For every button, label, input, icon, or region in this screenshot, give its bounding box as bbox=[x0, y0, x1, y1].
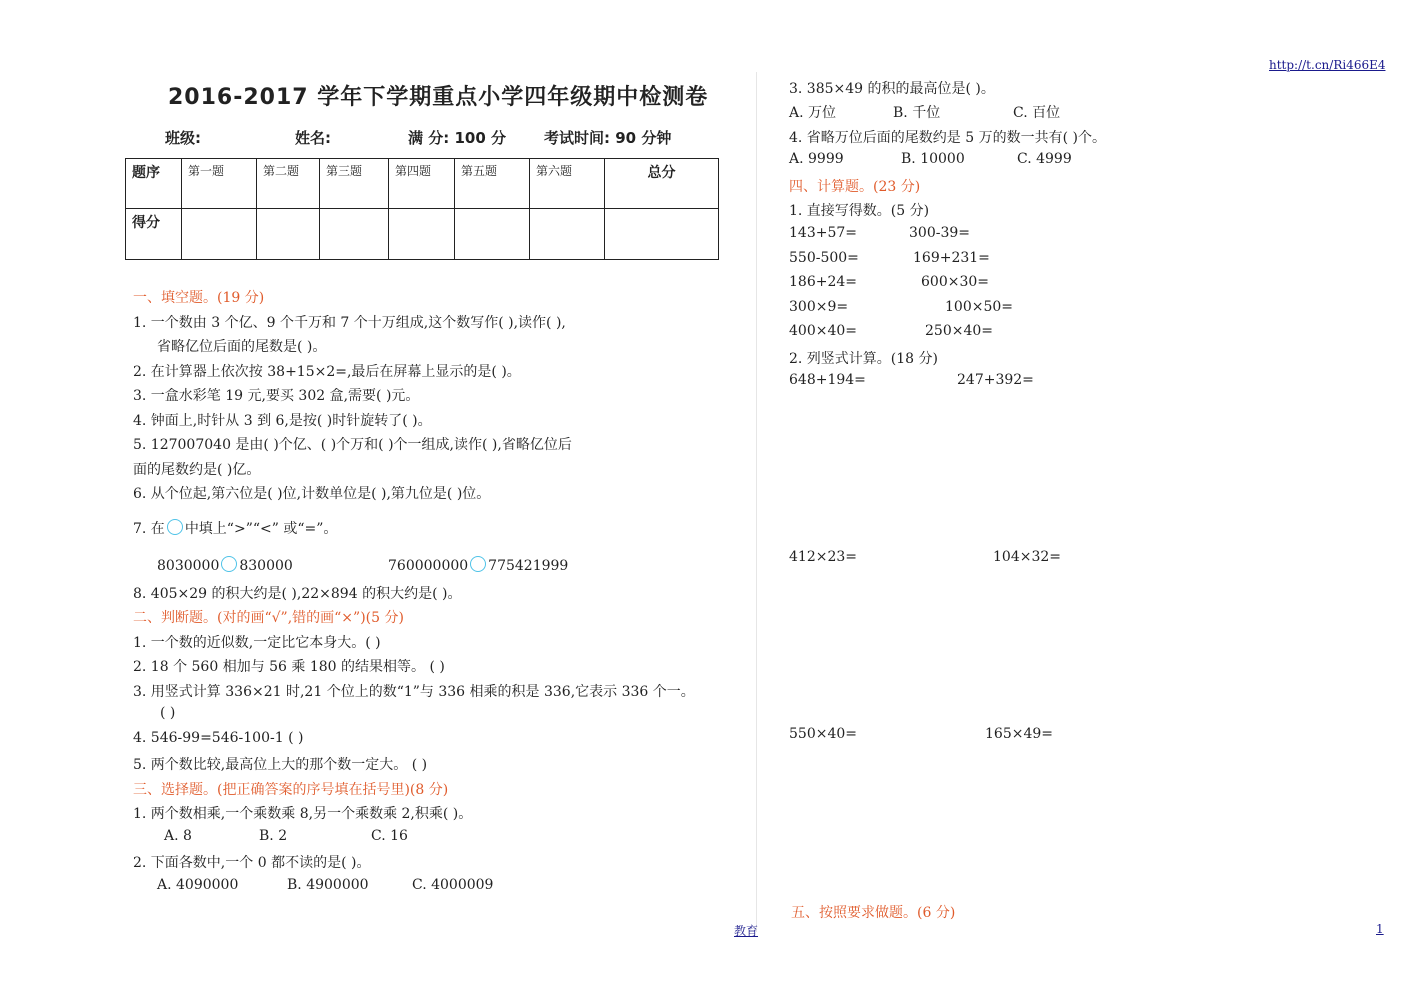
section-true-false-heading: 二、判断题。(对的画“√”,错的画“×”)(5 分) bbox=[133, 610, 404, 626]
question-text: 1. 一个数的近似数,一定比它本身大。( ) bbox=[133, 635, 381, 651]
question-text: 3. 一盒水彩笔 19 元,要买 302 盒,需要( )元。 bbox=[133, 388, 420, 404]
question-text-part: 中填上“>”“<” 或“=”。 bbox=[184, 521, 338, 537]
question-text: 2. 列竖式计算。(18 分) bbox=[789, 351, 938, 367]
question-text: 省略亿位后面的尾数是( )。 bbox=[157, 339, 327, 355]
vertical-calc-item: 247+392= bbox=[957, 372, 1034, 388]
section-choice-heading: 三、选择题。(把正确答案的序号填在括号里)(8 分) bbox=[133, 782, 449, 798]
score-cell bbox=[530, 209, 605, 260]
score-row-label: 得分 bbox=[126, 209, 182, 260]
option: C. 百位 bbox=[1013, 105, 1061, 121]
exam-time-label: 考试时间: 90 分钟 bbox=[544, 129, 672, 147]
question-text: 3. 385×49 的积的最高位是( )。 bbox=[789, 81, 995, 97]
score-table-header: 总分 bbox=[605, 159, 719, 209]
question-text: ( ) bbox=[160, 705, 176, 721]
score-table-header: 第一题 bbox=[182, 159, 257, 209]
score-cell bbox=[455, 209, 530, 260]
question-text: 1. 直接写得数。(5 分) bbox=[789, 203, 930, 219]
question-text: 2. 在计算器上依次按 38+15×2=,最后在屏幕上显示的是( )。 bbox=[133, 364, 521, 380]
full-score-label: 满 分: 100 分 bbox=[408, 129, 506, 147]
score-table-header: 第五题 bbox=[455, 159, 530, 209]
score-table-header: 题序 bbox=[126, 159, 182, 209]
oral-calc-item: 300×9= bbox=[789, 299, 849, 315]
oral-calc-item: 100×50= bbox=[945, 299, 1013, 315]
class-label: 班级: bbox=[165, 129, 201, 147]
oral-calc-item: 300-39= bbox=[909, 225, 970, 241]
circle-icon bbox=[470, 556, 486, 572]
question-text: 1. 两个数相乘,一个乘数乘 8,另一个乘数乘 2,积乘( )。 bbox=[133, 806, 473, 822]
question-text bbox=[133, 518, 337, 538]
oral-calc-item: 143+57= bbox=[789, 225, 857, 241]
question-text: 4. 省略万位后面的尾数约是 5 万的数一共有( )个。 bbox=[789, 130, 1106, 146]
score-cell bbox=[320, 209, 389, 260]
score-table bbox=[125, 158, 719, 260]
score-table-header: 第六题 bbox=[530, 159, 605, 209]
vertical-calc-item: 550×40= bbox=[789, 726, 857, 742]
option: C. 4000009 bbox=[412, 877, 494, 893]
option: B. 10000 bbox=[901, 151, 965, 167]
oral-calc-item: 600×30= bbox=[921, 274, 989, 290]
question-text: 1. 一个数由 3 个亿、9 个千万和 7 个十万组成,这个数写作( ),读作( ), bbox=[133, 315, 566, 331]
vertical-calc-item: 104×32= bbox=[993, 549, 1061, 565]
score-cell bbox=[257, 209, 320, 260]
name-label: 姓名: bbox=[295, 129, 331, 147]
oral-calc-item: 169+231= bbox=[913, 250, 990, 266]
vertical-calc-item: 648+194= bbox=[789, 372, 866, 388]
oral-calc-item: 550-500= bbox=[789, 250, 859, 266]
score-cell bbox=[605, 209, 719, 260]
score-cell bbox=[182, 209, 257, 260]
question-text-part: 7. 在 bbox=[133, 521, 165, 537]
option: B. 千位 bbox=[893, 105, 941, 121]
section-fill-in-heading: 一、填空题。(19 分) bbox=[133, 290, 265, 306]
option: C. 4999 bbox=[1017, 151, 1072, 167]
option: A. 万位 bbox=[789, 105, 837, 121]
score-cell bbox=[389, 209, 455, 260]
column-divider bbox=[756, 72, 757, 932]
oral-calc-item: 186+24= bbox=[789, 274, 857, 290]
page-number[interactable]: 1 bbox=[1376, 922, 1384, 936]
option: B. 2 bbox=[259, 828, 288, 844]
option: A. 9999 bbox=[789, 151, 844, 167]
question-text: 5. 两个数比较,最高位上大的那个数一定大。 ( ) bbox=[133, 757, 428, 773]
option: A. 8 bbox=[164, 828, 192, 844]
compare-item bbox=[388, 556, 568, 574]
circle-icon bbox=[221, 556, 237, 572]
oral-calc-item: 250×40= bbox=[925, 323, 993, 339]
question-text: 2. 18 个 560 相加与 56 乘 180 的结果相等。 ( ) bbox=[133, 659, 445, 675]
vertical-calc-item: 165×49= bbox=[985, 726, 1053, 742]
question-text: 4. 546-99=546-100-1 ( ) bbox=[133, 730, 304, 746]
option: C. 16 bbox=[371, 828, 408, 844]
compare-number: 8030000 bbox=[157, 558, 220, 574]
vertical-calc-item: 412×23= bbox=[789, 549, 857, 565]
section-calculation-heading: 四、计算题。(23 分) bbox=[789, 179, 921, 195]
compare-number: 775421999 bbox=[488, 558, 569, 574]
score-table-header: 第四题 bbox=[389, 159, 455, 209]
question-text: 6. 从个位起,第六位是( )位,计数单位是( ),第九位是( )位。 bbox=[133, 486, 491, 502]
footer-edu-link[interactable]: 教育 bbox=[734, 924, 759, 938]
compare-item bbox=[157, 556, 293, 574]
page-title: 2016-2017 学年下学期重点小学四年级期中检测卷 bbox=[168, 85, 709, 110]
question-text: 2. 下面各数中,一个 0 都不读的是( )。 bbox=[133, 855, 371, 871]
question-text: 面的尾数约是( )亿。 bbox=[133, 462, 261, 478]
circle-icon bbox=[167, 519, 183, 535]
question-text: 8. 405×29 的积大约是( ),22×894 的积大约是( )。 bbox=[133, 586, 462, 602]
option: A. 4090000 bbox=[157, 877, 239, 893]
oral-calc-item: 400×40= bbox=[789, 323, 857, 339]
score-table-header: 第三题 bbox=[320, 159, 389, 209]
option: B. 4900000 bbox=[287, 877, 369, 893]
compare-number: 760000000 bbox=[388, 558, 469, 574]
question-text: 4. 钟面上,时针从 3 到 6,是按( )时针旋转了( )。 bbox=[133, 413, 432, 429]
question-text: 5. 127007040 是由( )个亿、( )个万和( )个一组成,读作( ),省略亿位后 bbox=[133, 437, 572, 453]
section-requirements-heading: 五、按照要求做题。(6 分) bbox=[791, 905, 956, 921]
question-text: 3. 用竖式计算 336×21 时,21 个位上的数“1”与 336 相乘的积是 336,它表示 336 个一。 bbox=[133, 684, 695, 700]
header-link[interactable]: http://t.cn/Ri466E4 bbox=[1269, 58, 1386, 72]
compare-number: 830000 bbox=[239, 558, 293, 574]
score-table-header: 第二题 bbox=[257, 159, 320, 209]
